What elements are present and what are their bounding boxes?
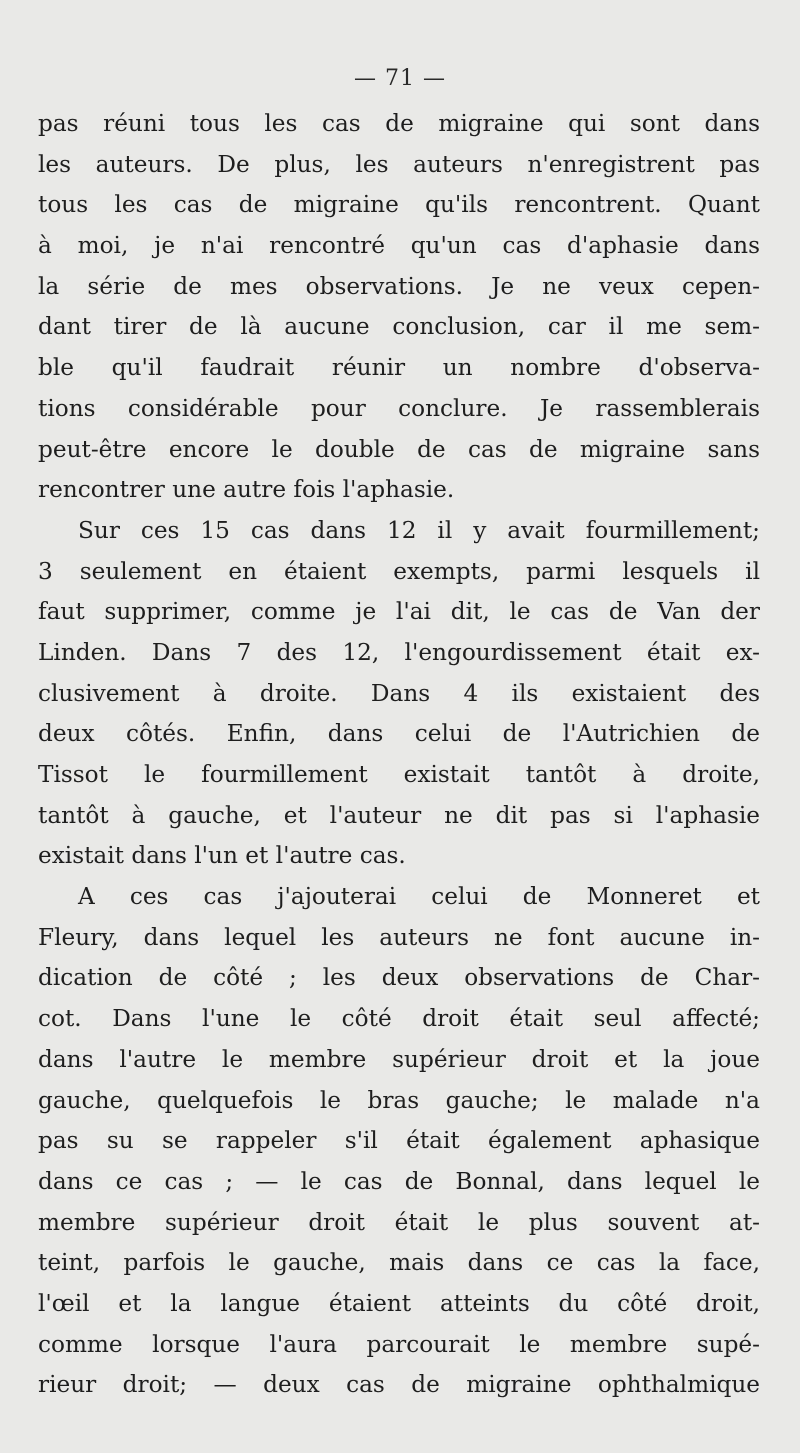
text-line: pas réuni tous les cas de migraine qui sont dans xyxy=(38,110,760,137)
page-number: — 71 — xyxy=(354,66,446,91)
text-line: cot. Dans l'une le côté droit était seul affecté; xyxy=(38,1005,760,1033)
text-line: dant tirer de là aucune conclusion, car il me sem- xyxy=(38,313,760,341)
text-line: membre supérieur droit était le plus souvent at- xyxy=(38,1208,760,1236)
text-line: les auteurs. De plus, les auteurs n'enregistrent pas xyxy=(38,150,760,178)
text-line: tantôt à gauche, et l'auteur ne dit pas si l'aphasie xyxy=(38,801,760,829)
text-line: 3 seulement en étaient exempts, parmi lesquels il xyxy=(38,557,760,585)
paragraph-2 xyxy=(38,511,760,877)
text-line: à moi, je n'ai rencontré qu'un cas d'aphasie dans xyxy=(38,232,760,260)
text-line: dication de côté ; les deux observations de Char- xyxy=(38,964,760,992)
text-line: A ces cas j'ajouterai celui de Monneret et xyxy=(78,883,760,911)
text-line: tous les cas de migraine qu'ils rencontrent. Quant xyxy=(38,191,760,219)
text-line: l'œil et la langue étaient atteints du côté droit, xyxy=(38,1289,760,1317)
text-line: teint, parfois le gauche, mais dans ce cas la face, xyxy=(38,1249,760,1277)
text-line: gauche, quelquefois le bras gauche; le malade n'a xyxy=(38,1086,760,1114)
text-line: rencontrer une autre fois l'aphasie. xyxy=(38,476,455,504)
text-line: ble qu'il faudrait réunir un nombre d'observa- xyxy=(38,354,760,382)
text-line: deux côtés. Enfin, dans celui de l'Autrichien de xyxy=(38,720,760,748)
text-line: la série de mes observations. Je ne veux cepen- xyxy=(38,272,760,300)
paragraph-1 xyxy=(38,104,760,511)
text-line: pas su se rappeler s'il était également aphasique xyxy=(38,1127,760,1155)
text-line: existait dans l'un et l'autre cas. xyxy=(38,842,406,870)
text-line: Sur ces 15 cas dans 12 il y avait fourmillement; xyxy=(78,516,760,544)
text-line: Tissot le fourmillement existait tantôt à droite, xyxy=(38,761,760,788)
text-line: peut-être encore le double de cas de migraine sans xyxy=(38,435,760,463)
text-line: dans ce cas ; — le cas de Bonnal, dans lequel le xyxy=(38,1167,760,1195)
text-line: faut supprimer, comme je l'ai dit, le cas de Van der xyxy=(38,598,760,626)
text-line: comme lorsque l'aura parcourait le membre supé- xyxy=(38,1330,760,1358)
paragraph-3 xyxy=(38,877,760,1406)
text-line: Linden. Dans 7 des 12, l'engourdissement était ex- xyxy=(38,638,760,666)
text-line: tions considérable pour conclure. Je rassemblerais xyxy=(38,394,760,422)
body-text xyxy=(38,104,760,1406)
text-line: clusivement à droite. Dans 4 ils existaient des xyxy=(38,679,760,707)
text-line: rieur droit; — deux cas de migraine ophthalmique xyxy=(38,1371,760,1399)
text-line: Fleury, dans lequel les auteurs ne font aucune in- xyxy=(38,923,760,951)
text-line: dans l'autre le membre supérieur droit et la joue xyxy=(38,1045,760,1073)
